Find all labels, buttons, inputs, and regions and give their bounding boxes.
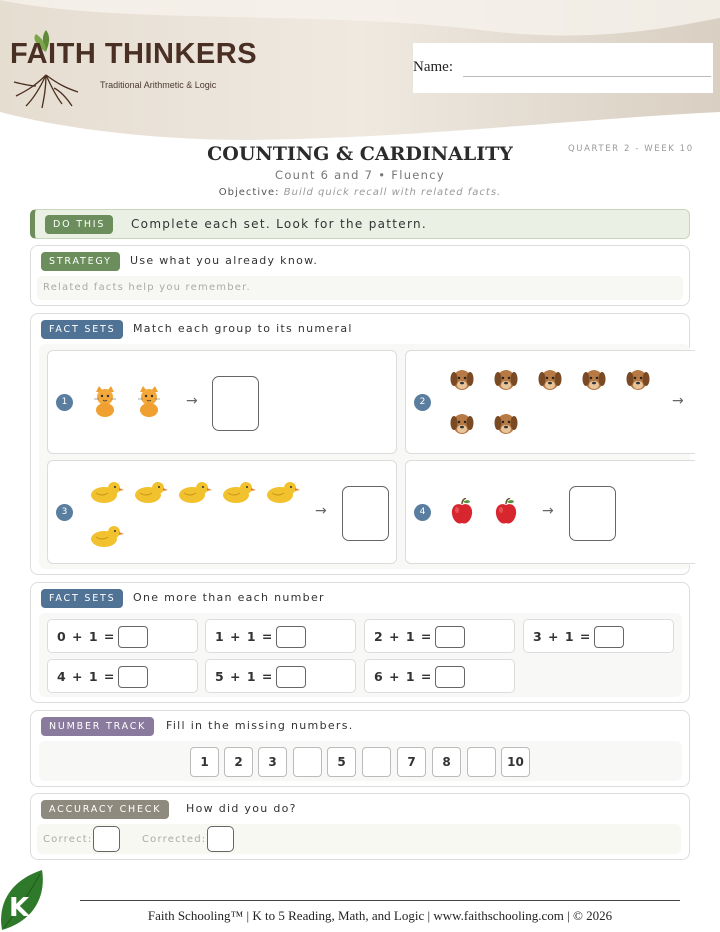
do-this-tag: DO THIS [45,215,113,234]
equation-item [523,619,674,653]
answer-blank[interactable] [594,626,624,648]
item-number-badge: 2 [414,394,431,411]
answer-blank[interactable] [276,666,306,688]
equation-grid [39,613,682,697]
track-cell-blank[interactable] [293,747,322,777]
duck-icon [178,479,212,509]
match-item-3 [47,460,397,564]
strategy-note: Related facts help you remember. [37,276,683,300]
fact-sets-tag: FACT SETS [41,320,123,339]
track-cell-blank[interactable] [362,747,391,777]
track-cell: 2 [224,747,253,777]
duck-icon [222,479,256,509]
answer-blank[interactable] [435,666,465,688]
do-this-banner [30,209,690,239]
correct-label: Correct: [43,834,93,845]
name-label: Name: [413,59,453,75]
strategy-card [30,245,690,306]
match-item-4 [405,460,695,564]
equation-item [205,619,356,653]
dog-icon [626,367,650,397]
answer-blank[interactable] [118,666,148,688]
equation-text: 2 + 1 = [374,629,433,644]
footer-divider [80,900,680,901]
answer-box[interactable] [212,376,259,431]
page-title: COUNTING & CARDINALITY [207,143,513,165]
track-cell: 3 [258,747,287,777]
equation-text: 0 + 1 = [57,629,116,644]
footer-text: Faith Schooling™ | K to 5 Reading, Math, and Logic | www.faithschooling.com | © 2026 [147,908,613,923]
dog-icon [450,367,474,397]
duck-icon [134,479,168,509]
number-track-card [30,710,690,787]
answer-blank[interactable] [276,626,306,648]
fact-sets-instruction: Match each group to its numeral [133,322,353,335]
duck-icon [90,479,124,509]
k-logo-letter: K [9,893,30,923]
strategy-text: Use what you already know. [130,254,319,267]
equation-text: 6 + 1 = [374,669,433,684]
cat-icon [136,385,162,421]
accuracy-check-card [30,793,690,860]
fact-sets-grid [39,344,690,569]
equation-item [364,619,515,653]
answer-box[interactable] [569,486,616,541]
equation-item [47,619,198,653]
corrected-box[interactable] [207,826,234,852]
accuracy-check-question: How did you do? [186,802,297,815]
accuracy-check-tag: ACCURACY CHECK [41,800,169,819]
duck-icon [90,523,124,553]
track-cell: 8 [432,747,461,777]
item-number-badge: 1 [56,394,73,411]
name-field-area [413,43,713,93]
apple-icon [450,498,474,530]
fact-sets-matching-card [30,313,690,575]
equation-item [364,659,515,693]
brand-tagline: Traditional Arithmetic & Logic [100,80,217,90]
equation-text: 4 + 1 = [57,669,116,684]
number-track-row [39,741,682,781]
track-cell: 1 [190,747,219,777]
objective [0,187,720,198]
fact-sets-instruction: One more than each number [133,591,325,604]
apple-icon [494,498,518,530]
dog-icon [494,411,518,441]
quarter-week-label: QUARTER 2 - WEEK 10 [568,144,694,154]
answer-blank[interactable] [118,626,148,648]
dog-icon [582,367,606,397]
match-item-1 [47,350,397,454]
equation-item [205,659,356,693]
track-cell: 10 [501,747,530,777]
page-header [0,0,720,140]
arrow-icon: → [672,393,684,409]
brand-title: FAITH THINKERS [10,38,258,70]
equation-text: 1 + 1 = [215,629,274,644]
name-line[interactable] [463,76,711,77]
fact-sets-equations-card [30,582,690,703]
accuracy-row [37,824,681,854]
objective-text: Build quick recall with related facts. [283,187,502,198]
equation-text: 5 + 1 = [215,669,274,684]
fact-sets-tag: FACT SETS [41,589,123,608]
objective-label: Objective: [218,187,280,198]
strategy-tag: STRATEGY [41,252,120,271]
equation-item [47,659,198,693]
dog-icon [494,367,518,397]
corrected-label: Corrected: [142,834,207,845]
number-track-tag: NUMBER TRACK [41,717,154,736]
answer-blank[interactable] [435,626,465,648]
do-this-text: Complete each set. Look for the pattern. [131,217,428,231]
item-number-badge: 3 [56,504,73,521]
page-subtitle: Count 6 and 7 • Fluency [275,168,445,182]
arrow-icon: → [315,503,327,519]
cat-icon [92,385,118,421]
arrow-icon: → [542,503,554,519]
correct-box[interactable] [93,826,120,852]
track-cell: 5 [327,747,356,777]
number-track-instruction: Fill in the missing numbers. [166,719,354,732]
track-cell: 7 [397,747,426,777]
equation-text: 3 + 1 = [533,629,592,644]
answer-box[interactable] [342,486,389,541]
dog-icon [538,367,562,397]
arrow-icon: → [186,393,198,409]
dog-icon [450,411,474,441]
item-number-badge: 4 [414,504,431,521]
match-item-2 [405,350,695,454]
track-cell-blank[interactable] [467,747,496,777]
duck-icon [266,479,300,509]
